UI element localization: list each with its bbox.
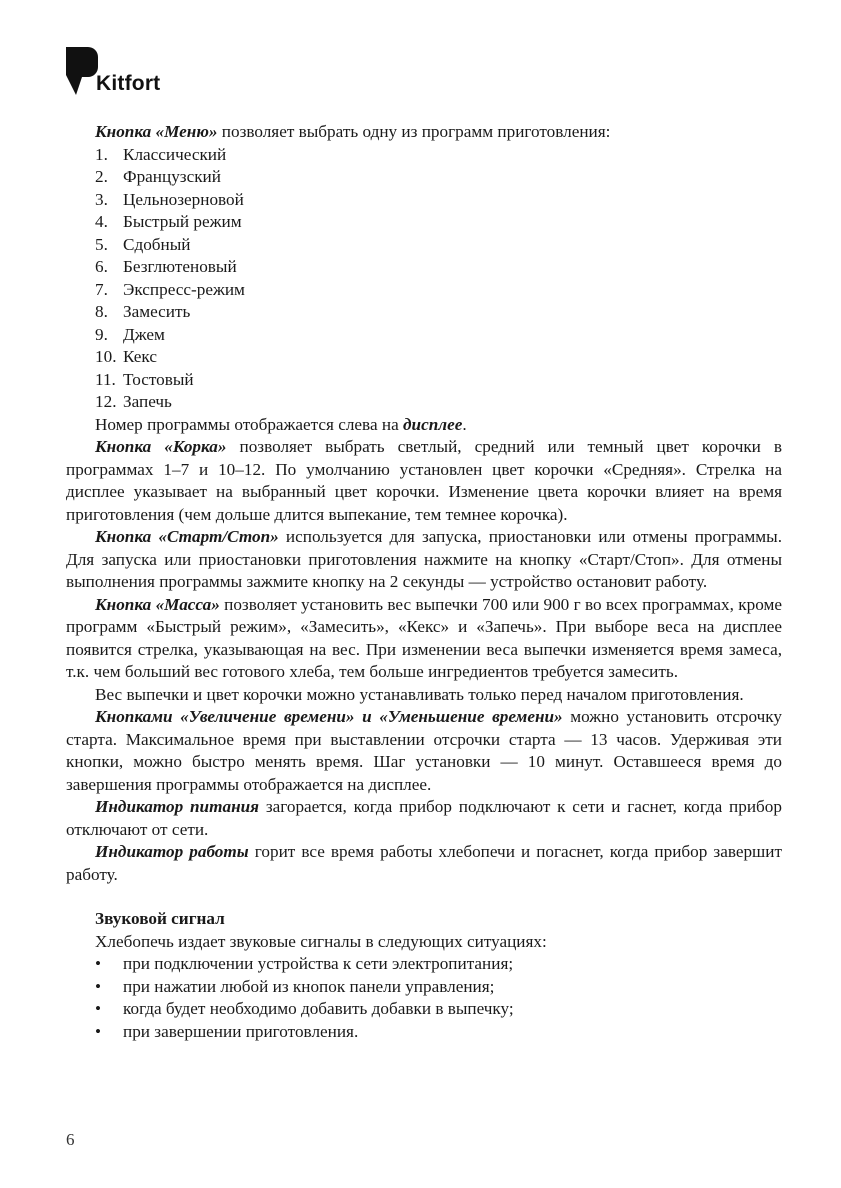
list-item bbox=[95, 391, 782, 414]
timer-text: можно установить отсрочку старта. Максимальное время при выставлении отсрочки старта — 13 часов. Удерживая эти кнопки, можно быстро менять время. Шаг установки — 10 минут. Оставшееся время до завершения программы отображается на дисплее. bbox=[66, 707, 782, 794]
work-paragraph bbox=[66, 841, 782, 886]
list-item bbox=[95, 998, 782, 1021]
brand-name: Kitfort bbox=[96, 72, 161, 95]
list-item bbox=[95, 1021, 782, 1044]
list-item-label: Джем bbox=[123, 324, 165, 344]
timer-paragraph bbox=[66, 706, 782, 796]
list-item-label: Экспресс-режим bbox=[123, 279, 245, 299]
startstop-keyword: Кнопка «Старт/Стоп» bbox=[95, 527, 279, 546]
startstop-text: используется для запуска, приостановки или отмены программы. Для запуска или приостановки приготовления нажмите на кнопку «Старт/Стоп». Для отмены выполнения программы зажмите кнопку на 2 секунды — устройство остановит работу. bbox=[66, 527, 782, 591]
power-paragraph bbox=[66, 796, 782, 841]
brand-logo bbox=[66, 47, 186, 99]
list-item bbox=[95, 301, 782, 324]
list-item-number: 1. bbox=[95, 144, 108, 164]
list-item-label: Французский bbox=[123, 167, 221, 186]
list-item bbox=[95, 346, 782, 369]
display-paragraph bbox=[66, 414, 782, 437]
list-item-label: Кекс bbox=[123, 347, 157, 366]
list-item bbox=[95, 324, 782, 347]
list-item-label: Тостовый bbox=[123, 369, 194, 389]
work-text: горит все время работы хлебопечи и погаснет, когда прибор завершит работу. bbox=[66, 842, 783, 884]
list-item-text: при подключении устройства к сети электропитания; bbox=[123, 954, 514, 973]
list-item-number: 2. bbox=[95, 167, 108, 186]
list-item-label: Цельнозерновой bbox=[123, 189, 244, 209]
list-item-text: при нажатии любой из кнопок панели управления; bbox=[123, 976, 495, 996]
crust-keyword: Кнопка «Корка» bbox=[95, 437, 227, 456]
list-item-label: Запечь bbox=[123, 392, 172, 411]
timer-keyword: Кнопками «Увеличение времени» и «Уменьшение времени» bbox=[95, 707, 563, 726]
crust-paragraph bbox=[66, 436, 782, 526]
bullet-icon: • bbox=[95, 976, 102, 996]
weight-text: позволяет установить вес выпечки 700 или 900 г во всех программах, кроме программ «Быстрый режим», «Замесить», «Кекс» и «Запечь». При выборе веса на дисплее появится стрелка, указывающая на вес. При изменении веса выпечки изменяется время замеса, т.к. чем больший вес готового хлеба, тем больше ингредиентов требуется замесить. bbox=[66, 594, 782, 681]
list-item-text: когда будет необходимо добавить добавки в выпечку; bbox=[123, 999, 514, 1018]
weight-paragraph bbox=[66, 594, 782, 684]
list-item-label: Сдобный bbox=[123, 234, 191, 254]
sound-bullet-list bbox=[66, 953, 782, 1043]
list-item-number: 4. bbox=[95, 212, 108, 231]
list-item bbox=[95, 211, 782, 234]
list-item-label: Классический bbox=[123, 144, 227, 164]
manual-content bbox=[66, 121, 782, 1043]
power-keyword: Индикатор питания bbox=[95, 797, 260, 816]
list-item-number: 7. bbox=[95, 279, 108, 299]
crust-text: позволяет выбрать светлый, средний или темный цвет корочки в программах 1–7 и 10–12. По умолчанию установлен цвет корочки «Средняя». Стрелка на дисплее указывает на выбранный цвет корочки. Изменение цвета корочки влияет на время приготовления (чем дольше длится выпекание, тем темнее корочка). bbox=[66, 437, 783, 524]
startstop-paragraph bbox=[66, 526, 782, 594]
list-item bbox=[95, 976, 782, 999]
list-item-number: 9. bbox=[95, 324, 108, 344]
menu-keyword: Кнопка «Меню» bbox=[95, 122, 218, 141]
menu-paragraph bbox=[66, 121, 782, 144]
list-item bbox=[95, 953, 782, 976]
power-text: загорается, когда прибор подключают к сети и гаснет, когда прибор отключают от сети. bbox=[66, 797, 782, 839]
list-item bbox=[95, 234, 782, 257]
list-item-label: Замесить bbox=[123, 302, 191, 321]
display-keyword: дисплее bbox=[403, 414, 463, 434]
bullet-icon: • bbox=[95, 954, 102, 973]
list-item-number: 3. bbox=[95, 189, 108, 209]
list-item-number: 5. bbox=[95, 234, 108, 254]
list-item bbox=[95, 256, 782, 279]
weight-note-paragraph: Вес выпечки и цвет корочки можно устанавливать только перед началом приготовления. bbox=[95, 684, 744, 704]
menu-intro: позволяет выбрать одну из программ приготовления: bbox=[217, 122, 611, 141]
list-item bbox=[95, 144, 782, 167]
display-text: Номер программы отображается слева на bbox=[95, 414, 403, 434]
list-item-label: Быстрый режим bbox=[123, 212, 242, 231]
list-item-number: 8. bbox=[95, 302, 108, 321]
list-item bbox=[95, 189, 782, 212]
list-item-number: 6. bbox=[95, 257, 108, 276]
program-list bbox=[66, 144, 782, 414]
bullet-icon: • bbox=[95, 999, 102, 1018]
list-item bbox=[95, 166, 782, 189]
sound-section-title: Звуковой сигнал bbox=[95, 909, 225, 928]
list-item bbox=[95, 369, 782, 392]
work-keyword: Индикатор работы bbox=[95, 842, 249, 861]
list-item-label: Безглютеновый bbox=[123, 257, 237, 276]
kitfort-logo-icon bbox=[66, 47, 98, 95]
display-end: . bbox=[462, 414, 467, 434]
page-number: 6 bbox=[66, 1130, 75, 1149]
sound-intro: Хлебопечь издает звуковые сигналы в следующих ситуациях: bbox=[95, 931, 547, 951]
bullet-icon: • bbox=[95, 1021, 102, 1041]
list-item-number: 12. bbox=[95, 392, 117, 411]
list-item bbox=[95, 279, 782, 302]
list-item-text: при завершении приготовления. bbox=[123, 1021, 359, 1041]
list-item-number: 10. bbox=[95, 347, 117, 366]
list-item-number: 11. bbox=[95, 369, 116, 389]
weight-keyword: Кнопка «Масса» bbox=[95, 594, 220, 614]
